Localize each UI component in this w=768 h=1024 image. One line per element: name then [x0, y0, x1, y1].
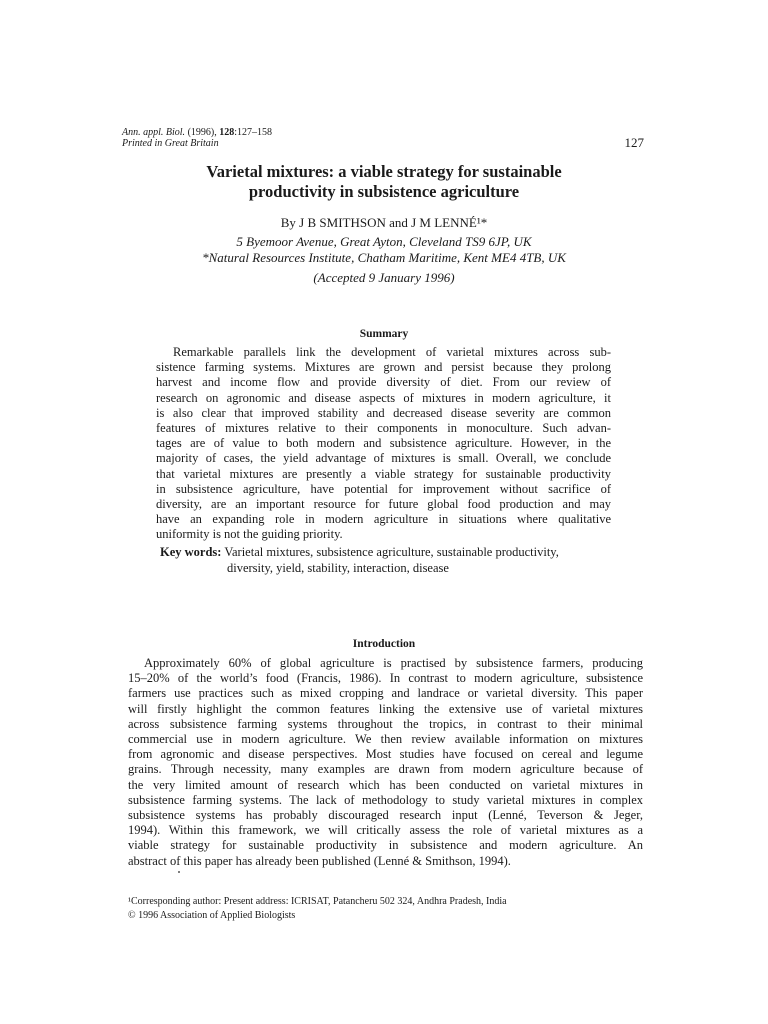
summary-heading: Summary — [359, 328, 409, 340]
text-line: the very limited amount of research which has been conducted on varietal mixtures in — [128, 777, 643, 792]
text-line: 1994). Within this framework, we will critically assess the role of varietal mixtures as a — [128, 823, 643, 838]
journal-abbrev: Ann. appl. Biol. — [122, 127, 186, 138]
journal-citation — [122, 127, 272, 149]
text-line: from agronomic and disease perspectives. Most studies have focused on cereal and legume — [128, 747, 643, 762]
institution-address: *Natural Resources Institute, Chatham Maritime, Kent ME4 4TB, UK — [202, 250, 566, 265]
text-line: Remarkable parallels link the development of varietal mixtures across sub- — [173, 345, 611, 359]
text-line: sistence farming systems. Mixtures are grown and persist because they prolong — [156, 360, 611, 375]
authors: By J B SMITHSON and J M LENNÉ¹* — [280, 215, 488, 230]
text-line: that varietal mixtures are presently a viable strategy for sustainable productivity — [156, 466, 611, 481]
text-line: viable strategy for sustainable productivity in subsistence and modern agriculture. An — [128, 838, 643, 853]
introduction-body — [128, 656, 643, 869]
text-line: 15–20% of the world’s food (Francis, 1986). In contrast to modern agriculture, subsistence — [128, 671, 643, 686]
text-line: in subsistence agriculture, have potential for improvement without sacrifice of — [156, 481, 611, 496]
text-line: research on agronomic and disease aspects of mixtures in modern agriculture, it — [156, 390, 611, 405]
text-line: subsistence systems has probably discouraged research input (Lenné, Teverson & Jeger, — [128, 808, 643, 823]
text-line: harvest and income flow and provide diversity of diet. From our review of — [156, 375, 611, 390]
text-line: commercial use in modern agriculture. We then review available information on mixtures — [128, 732, 643, 747]
text-line: farmers use practices such as mixed cropping and landrace or varietal diversity. This paper — [128, 686, 643, 701]
text-line: will firstly highlight the common features linking the extensive use of varietal mixtures — [128, 701, 643, 716]
text-line: uniformity is not the guiding priority. — [156, 527, 343, 542]
author-address: 5 Byemoor Avenue, Great Ayton, Cleveland TS9 6JP, UK — [236, 234, 532, 249]
journal-volume: 128 — [219, 127, 235, 138]
text-line: tages are of value to both modern and subsistence agriculture. However, in the — [156, 436, 611, 451]
printed-in: Printed in Great Britain — [122, 138, 219, 149]
text-line: majority of cases, the yield advantage of mixtures is small. Overall, we conclude — [156, 451, 611, 466]
introduction-heading: Introduction — [352, 638, 416, 650]
text-line: subsistence farming systems. The lack of methodology to study varietal mixtures in complex — [128, 792, 643, 807]
text-line: abstract of this paper has already been published (Lenné & Smithson, 1994). — [128, 853, 511, 868]
keywords-text-continued: diversity, yield, stability, interaction, disease — [227, 560, 449, 575]
text-line: Approximately 60% of global agriculture is practised by subsistence farmers, producing — [144, 656, 643, 670]
text-line: features of mixtures relative to their components in monoculture. Such advan- — [156, 421, 611, 436]
text-line: is also clear that improved stability and decreased disease severity are common — [156, 405, 611, 420]
journal-reference — [122, 127, 272, 138]
page-number: 127 — [624, 135, 644, 150]
summary-body — [156, 345, 611, 543]
keywords — [160, 545, 559, 576]
stray-mark — [178, 871, 180, 873]
article-title — [150, 162, 618, 202]
journal-pages: :127–158 — [234, 127, 273, 138]
accepted-date: (Accepted 9 January 1996) — [313, 270, 455, 285]
title-line: productivity in subsistence agriculture — [248, 182, 520, 201]
keywords-text: Varietal mixtures, subsistence agriculture, sustainable productivity, — [224, 545, 559, 559]
journal-year: (1996), — [187, 127, 217, 138]
text-line: diversity, are an important resource for future global food production and may — [156, 497, 611, 512]
title-line: Varietal mixtures: a viable strategy for sustainable — [206, 162, 562, 181]
text-line: have an expanding role in modern agriculture in situations where qualitative — [156, 512, 611, 527]
copyright-notice: © 1996 Association of Applied Biologists — [128, 910, 296, 921]
text-line: across subsistence farming systems throughout the tropics, in contrast to their minimal — [128, 716, 643, 731]
keywords-label: Key words: — [160, 545, 222, 559]
corresponding-author-footnote: ¹Corresponding author: Present address: ICRISAT, Patancheru 502 324, Andhra Pradesh, India — [128, 896, 507, 907]
text-line: grains. Through necessity, many examples are drawn from modern agriculture because of — [128, 762, 643, 777]
